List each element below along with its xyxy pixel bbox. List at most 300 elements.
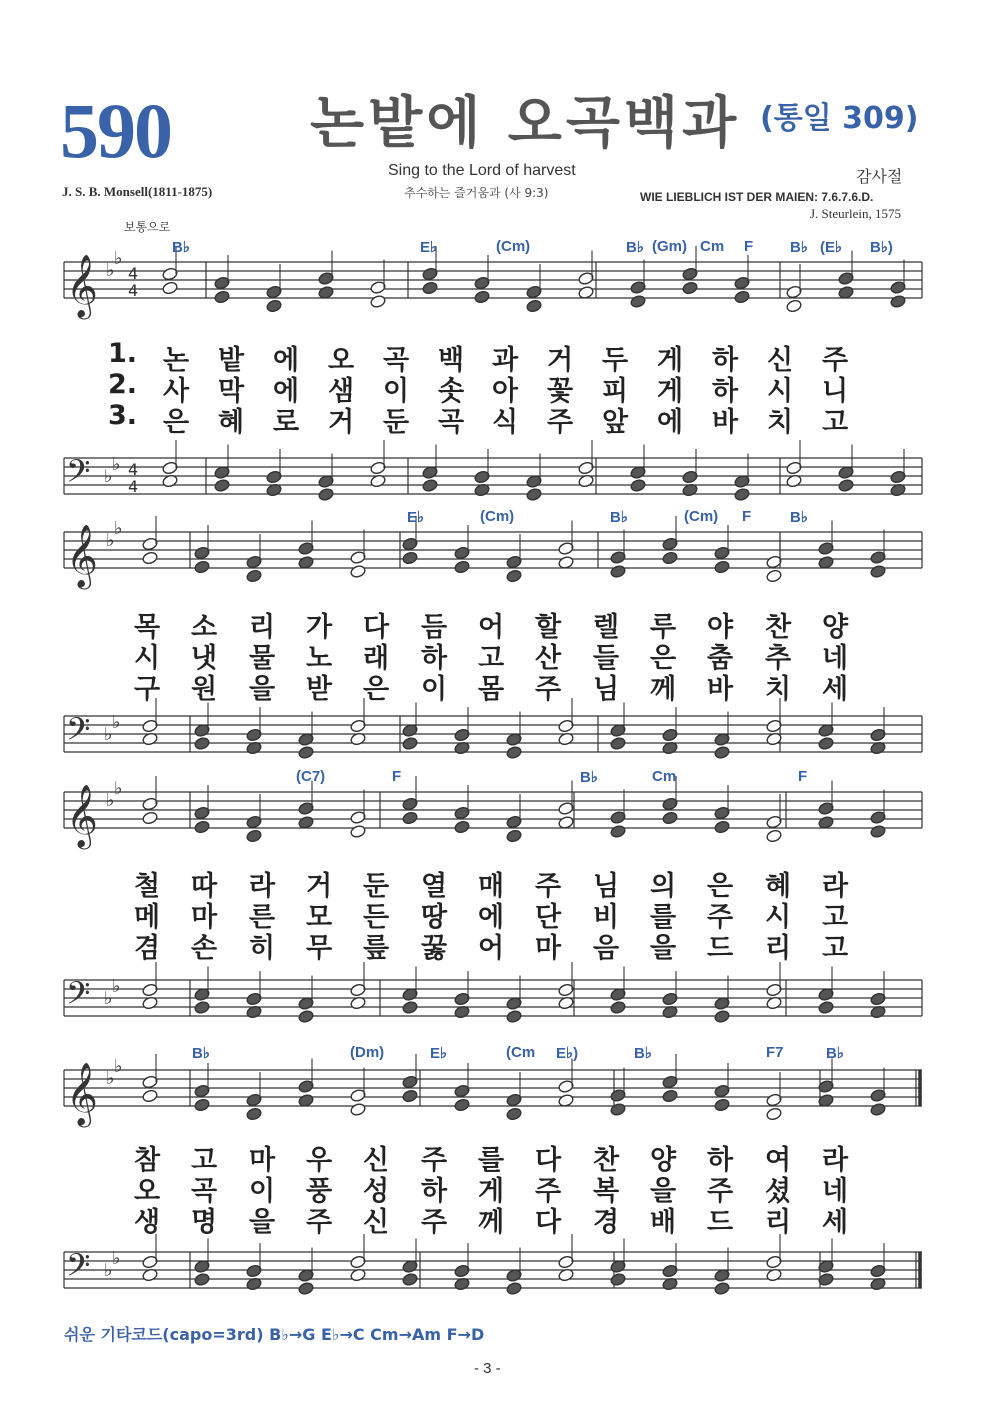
lyric-syllable: 매 <box>478 871 505 902</box>
chord-symbol: F7 <box>766 1044 784 1061</box>
note-head <box>506 829 523 843</box>
lyric-syllable: 거 <box>328 407 355 438</box>
lyric-syllable: 게 <box>657 376 684 407</box>
note-head <box>714 820 731 834</box>
chord-symbol: (E♭ <box>820 239 843 256</box>
hymn-number: 590 <box>60 87 171 174</box>
lyric-syllable: 찬 <box>593 1145 620 1176</box>
tongil-number: (통일 309) <box>760 101 919 136</box>
lyric-syllable: 라 <box>822 1145 849 1176</box>
lyric-syllable: 배 <box>650 1207 677 1238</box>
bass-clef: 𝄢 <box>66 453 91 497</box>
lyric-syllable: 릎 <box>363 933 390 964</box>
lyric-syllable: 다 <box>535 1145 562 1176</box>
note-head <box>786 299 803 313</box>
lyric-syllable: 목 <box>134 612 161 643</box>
lyric-syllable: 소 <box>191 612 218 643</box>
flat-sign: ♭ <box>112 454 121 475</box>
note-head <box>714 1009 731 1023</box>
note-head <box>890 294 907 308</box>
bass-clef: 𝄢 <box>66 1247 91 1291</box>
note-head <box>714 1098 731 1112</box>
flat-sign: ♭ <box>106 1068 115 1089</box>
treble-clef: 𝄞 <box>66 524 98 587</box>
lyric-syllable: 사 <box>163 376 190 407</box>
lyric-syllable: 1. <box>108 338 138 369</box>
note-head <box>318 487 335 501</box>
lyric-syllable: 하 <box>421 643 448 674</box>
lyric-syllable: 과 <box>492 345 519 376</box>
lyric-syllable: 바 <box>707 674 734 705</box>
lyric-syllable: 주 <box>822 345 849 376</box>
note-head <box>610 564 627 578</box>
note-head <box>454 1098 471 1112</box>
lyric-syllable: 고 <box>191 1145 218 1176</box>
lyric-syllable: 백 <box>438 345 465 376</box>
lyric-syllable: 에 <box>478 902 505 933</box>
note-head <box>402 1089 419 1103</box>
lyric-syllable: 로 <box>273 407 300 438</box>
lyric-syllable: 을 <box>249 1207 276 1238</box>
lyric-syllable: 께 <box>478 1207 505 1238</box>
chord-symbol: Cm <box>652 768 677 785</box>
chord-symbol: E♭) <box>556 1045 579 1062</box>
lyric-syllable: 세 <box>822 1207 849 1238</box>
lyric-syllable: 루 <box>650 612 677 643</box>
flat-sign: ♭ <box>112 1248 121 1269</box>
lyric-syllable: 혜 <box>218 407 245 438</box>
lyric-syllable: 은 <box>163 407 190 438</box>
note-head <box>370 294 387 308</box>
note-head <box>714 560 731 574</box>
bass-clef: 𝄢 <box>66 711 91 755</box>
lyric-syllable: 몸 <box>478 674 505 705</box>
lyric-syllable: 게 <box>478 1176 505 1207</box>
lyric-syllable: 주 <box>421 1207 448 1238</box>
lyric-syllable: 주 <box>535 674 562 705</box>
lyric-syllable: 샘 <box>328 376 355 407</box>
note-head <box>610 1102 627 1116</box>
chord-symbol: (Gm) <box>652 238 687 255</box>
lyric-syllable: 세 <box>822 674 849 705</box>
lyric-syllable: 리 <box>765 933 792 964</box>
lyric-syllable: 하 <box>707 1145 734 1176</box>
lyric-syllable: 밭 <box>218 345 245 376</box>
lyric-syllable: 모 <box>306 902 333 933</box>
lyric-syllable: 고 <box>822 407 849 438</box>
lyric-syllable: 드 <box>707 1207 734 1238</box>
note-head <box>142 811 159 825</box>
chord-symbol: F <box>744 238 754 255</box>
chord-symbol: (Cm) <box>684 508 719 525</box>
lyric-syllable: 양 <box>650 1145 677 1176</box>
lyric-syllable: 주 <box>535 871 562 902</box>
chord-symbol: B♭ <box>826 1045 844 1062</box>
lyric-syllable: 마 <box>535 933 562 964</box>
lyric-syllable: 하 <box>421 1176 448 1207</box>
lyric-syllable: 치 <box>765 674 792 705</box>
note-head <box>526 487 543 501</box>
chord-symbol: F <box>742 508 752 525</box>
lyric-syllable: 주 <box>421 1145 448 1176</box>
chord-symbol: B♭ <box>626 239 644 256</box>
lyric-syllable: 어 <box>478 933 505 964</box>
note-head <box>682 281 699 295</box>
lyric-syllable: 식 <box>492 407 519 438</box>
lyric-syllable: 춤 <box>707 643 734 674</box>
lyric-syllable: 네 <box>822 643 849 674</box>
note-head <box>194 1098 211 1112</box>
time-signature: 4 <box>128 477 139 496</box>
note-head <box>506 1281 523 1295</box>
note-head <box>818 1000 835 1014</box>
flat-sign: ♭ <box>114 778 123 799</box>
lyric-syllable: 참 <box>134 1145 161 1176</box>
lyric-syllable: 구 <box>134 674 161 705</box>
note-head <box>194 1000 211 1014</box>
lyric-syllable: 신 <box>767 345 794 376</box>
lyric-syllable: 라 <box>822 871 849 902</box>
lyric-syllable: 께 <box>650 674 677 705</box>
lyric-syllable: 찬 <box>765 612 792 643</box>
lyric-syllable: 오 <box>328 345 355 376</box>
lyricist: J. S. B. Monsell(1811-1875) <box>62 184 213 199</box>
category-label: 감사절 <box>856 167 903 186</box>
lyric-syllable: 3. <box>108 400 138 431</box>
note-head <box>818 736 835 750</box>
note-head <box>266 299 283 313</box>
lyric-syllable: 라 <box>249 871 276 902</box>
lyric-syllable: 아 <box>492 376 519 407</box>
lyric-syllable: 드 <box>707 933 734 964</box>
note-head <box>870 824 887 838</box>
note-head <box>298 745 315 759</box>
note-head <box>734 487 751 501</box>
chord-symbol: (Cm) <box>496 238 531 255</box>
flat-sign: ♭ <box>112 712 121 733</box>
lyric-syllable: 피 <box>602 376 629 407</box>
lyric-syllable: 들 <box>593 643 620 674</box>
lyric-syllable: 리 <box>765 1207 792 1238</box>
lyric-syllable: 이 <box>383 376 410 407</box>
note-head <box>246 569 263 583</box>
lyric-syllable: 른 <box>249 902 276 933</box>
note-head <box>194 560 211 574</box>
lyric-syllable: 노 <box>306 643 333 674</box>
lyric-syllable: 시 <box>765 902 792 933</box>
flat-sign: ♭ <box>114 518 123 539</box>
lyric-syllable: 둔 <box>383 407 410 438</box>
note-head <box>662 551 679 565</box>
flat-sign: ♭ <box>112 976 121 997</box>
lyric-syllable: 이 <box>421 674 448 705</box>
lyric-syllable: 받 <box>306 674 333 705</box>
lyric-syllable: 바 <box>712 407 739 438</box>
lyric-syllable: 성 <box>363 1176 390 1207</box>
lyric-syllable: 고 <box>478 643 505 674</box>
chord-symbol: B♭ <box>790 509 808 526</box>
lyric-syllable: 생 <box>134 1207 161 1238</box>
lyric-syllable: 하 <box>712 345 739 376</box>
lyric-syllable: 땅 <box>421 902 448 933</box>
english-subtitle: Sing to the Lord of harvest <box>388 162 576 179</box>
treble-clef: 𝄞 <box>66 784 98 847</box>
note-head <box>142 1089 159 1103</box>
note-head <box>766 829 783 843</box>
lyric-syllable: 님 <box>593 674 620 705</box>
flat-sign: ♭ <box>104 988 113 1009</box>
lyric-syllable: 은 <box>650 643 677 674</box>
lyric-syllable: 야 <box>707 612 734 643</box>
lyric-syllable: 열 <box>421 871 448 902</box>
lyric-syllable: 를 <box>650 902 677 933</box>
lyric-syllable: 렐 <box>593 612 620 643</box>
note-head <box>162 281 179 295</box>
note-head <box>350 564 367 578</box>
note-head <box>402 1272 419 1286</box>
lyric-syllable: 고 <box>822 902 849 933</box>
lyric-syllable: 여 <box>765 1145 792 1176</box>
lyric-syllable: 주 <box>707 1176 734 1207</box>
note-head <box>630 294 647 308</box>
lyric-syllable: 양 <box>822 612 849 643</box>
chord-symbol: (Dm) <box>350 1044 385 1061</box>
note-head <box>194 736 211 750</box>
chord-symbol: B♭) <box>870 239 893 256</box>
note-head <box>422 281 439 295</box>
lyric-syllable: 게 <box>657 345 684 376</box>
chord-symbol: E♭ <box>407 509 425 526</box>
lyric-syllable: 주 <box>707 902 734 933</box>
flat-sign: ♭ <box>104 724 113 745</box>
lyric-syllable: 따 <box>191 871 218 902</box>
note-head <box>454 560 471 574</box>
chord-symbol: E♭ <box>420 239 438 256</box>
note-head <box>870 564 887 578</box>
lyric-syllable: 네 <box>822 1176 849 1207</box>
lyric-syllable: 어 <box>478 612 505 643</box>
lyric-syllable: 리 <box>249 612 276 643</box>
note-head <box>610 1000 627 1014</box>
lyric-syllable: 겸 <box>134 933 161 964</box>
lyric-syllable: 산 <box>535 643 562 674</box>
lyric-syllable: 오 <box>134 1176 161 1207</box>
chord-symbol: B♭ <box>580 769 598 786</box>
scripture-reference: 추수하는 즐거움과 (사 9:3) <box>404 186 549 200</box>
lyric-syllable: 에 <box>273 345 300 376</box>
note-head <box>350 824 367 838</box>
note-head <box>350 1102 367 1116</box>
lyric-syllable: 꿇 <box>421 933 448 964</box>
lyric-syllable: 복 <box>593 1176 620 1207</box>
time-signature: 4 <box>128 281 139 300</box>
lyric-syllable: 단 <box>535 902 562 933</box>
lyric-syllable: 철 <box>134 871 161 902</box>
lyric-syllable: 곡 <box>383 345 410 376</box>
lyric-syllable: 곡 <box>191 1176 218 1207</box>
note-head <box>506 569 523 583</box>
lyric-syllable: 의 <box>650 871 677 902</box>
lyric-syllable: 둔 <box>363 871 390 902</box>
chord-symbol: B♭ <box>790 239 808 256</box>
lyric-syllable: 은 <box>363 674 390 705</box>
lyric-syllable: 마 <box>191 902 218 933</box>
lyric-syllable: 히 <box>249 933 276 964</box>
chord-symbol: (Cm) <box>480 508 515 525</box>
lyric-syllable: 거 <box>306 871 333 902</box>
note-head <box>402 811 419 825</box>
lyric-syllable: 을 <box>249 674 276 705</box>
note-head <box>194 820 211 834</box>
note-head <box>766 569 783 583</box>
note-head <box>402 551 419 565</box>
lyric-syllable: 다 <box>363 612 390 643</box>
lyric-syllable: 고 <box>822 933 849 964</box>
note-head <box>506 1009 523 1023</box>
chord-symbol: (C7) <box>296 768 326 785</box>
lyric-syllable: 비 <box>593 902 620 933</box>
chord-symbol: B♭ <box>610 509 628 526</box>
lyric-syllable: 추 <box>765 643 792 674</box>
note-head <box>662 811 679 825</box>
composer: J. Steurlein, 1575 <box>810 206 901 221</box>
lyric-syllable: 다 <box>535 1207 562 1238</box>
lyric-syllable: 치 <box>767 407 794 438</box>
lyric-syllable: 원 <box>191 674 218 705</box>
lyric-syllable: 을 <box>650 933 677 964</box>
lyric-syllable: 이 <box>249 1176 276 1207</box>
guitar-chord-guide: 쉬운 기타코드(capo=3rd) B♭→G E♭→C Cm→Am F→D <box>64 1325 485 1344</box>
note-head <box>630 478 647 492</box>
note-head <box>870 1102 887 1116</box>
page-number: - 3 - <box>474 1360 501 1377</box>
lyric-syllable: 니 <box>822 376 849 407</box>
lyric-syllable: 하 <box>712 376 739 407</box>
lyric-syllable: 셨 <box>765 1176 792 1207</box>
lyric-syllable: 풍 <box>306 1176 333 1207</box>
note-head <box>214 290 231 304</box>
note-head <box>610 824 627 838</box>
lyric-syllable: 음 <box>593 933 620 964</box>
lyric-syllable: 막 <box>218 376 245 407</box>
lyric-syllable: 주 <box>535 1176 562 1207</box>
lyric-syllable: 든 <box>363 902 390 933</box>
note-head <box>214 478 231 492</box>
lyric-syllable: 곡 <box>438 407 465 438</box>
chord-symbol: B♭ <box>634 1045 652 1062</box>
lyric-syllable: 거 <box>547 345 574 376</box>
note-head <box>246 1107 263 1121</box>
lyric-syllable: 에 <box>657 407 684 438</box>
chord-symbol: Cm <box>700 238 725 255</box>
note-head <box>526 299 543 313</box>
note-head <box>142 551 159 565</box>
lyric-syllable: 를 <box>478 1145 505 1176</box>
flat-sign: ♭ <box>104 1260 113 1281</box>
lyric-syllable: 메 <box>134 902 161 933</box>
treble-clef: 𝄞 <box>66 254 98 317</box>
lyric-syllable: 주 <box>306 1207 333 1238</box>
lyric-syllable: 우 <box>306 1145 333 1176</box>
chord-symbol: B♭ <box>192 1045 210 1062</box>
note-head <box>838 478 855 492</box>
flat-sign: ♭ <box>114 248 123 269</box>
note-head <box>714 745 731 759</box>
lyric-syllable: 신 <box>363 1207 390 1238</box>
note-head <box>454 820 471 834</box>
lyric-syllable: 꽃 <box>547 376 574 407</box>
lyric-syllable: 시 <box>134 643 161 674</box>
note-head <box>246 829 263 843</box>
note-head <box>474 290 491 304</box>
lyric-syllable: 에 <box>273 376 300 407</box>
lyric-syllable: 주 <box>547 407 574 438</box>
flat-sign: ♭ <box>106 260 115 281</box>
lyric-syllable: 솟 <box>438 376 465 407</box>
lyric-syllable: 가 <box>306 612 333 643</box>
lyric-syllable: 마 <box>249 1145 276 1176</box>
flat-sign: ♭ <box>106 790 115 811</box>
lyric-syllable: 경 <box>593 1207 620 1238</box>
time-signature: 4 <box>128 460 139 479</box>
flat-sign: ♭ <box>106 530 115 551</box>
note-head <box>422 478 439 492</box>
flat-sign: ♭ <box>114 1056 123 1077</box>
lyric-syllable: 명 <box>191 1207 218 1238</box>
note-head <box>402 736 419 750</box>
lyric-syllable: 논 <box>163 345 190 376</box>
note-head <box>506 745 523 759</box>
bass-clef: 𝄢 <box>66 975 91 1019</box>
chord-symbol: B♭ <box>172 239 190 256</box>
lyric-syllable: 냇 <box>191 643 218 674</box>
flat-sign: ♭ <box>104 466 113 487</box>
lyric-syllable: 2. <box>108 369 138 400</box>
chord-symbol: (Cm <box>506 1044 536 1061</box>
tempo-marking: 보통으로 <box>124 220 171 234</box>
note-head <box>610 736 627 750</box>
note-head <box>298 1009 315 1023</box>
note-head <box>506 1107 523 1121</box>
lyric-syllable: 두 <box>602 345 629 376</box>
lyric-syllable: 을 <box>650 1176 677 1207</box>
lyric-syllable: 무 <box>306 933 333 964</box>
note-head <box>734 290 751 304</box>
hymn-title: 논밭에 오곡백과 <box>310 91 741 156</box>
note-head <box>194 1272 211 1286</box>
lyric-syllable: 할 <box>535 612 562 643</box>
lyric-syllable: 시 <box>767 376 794 407</box>
chord-symbol: F <box>392 768 402 785</box>
note-head <box>402 1000 419 1014</box>
note-head <box>662 1089 679 1103</box>
lyric-syllable: 손 <box>191 933 218 964</box>
note-head <box>298 1281 315 1295</box>
lyric-syllable: 신 <box>363 1145 390 1176</box>
note-head <box>714 1281 731 1295</box>
lyric-syllable: 래 <box>363 643 390 674</box>
tune-name: WIE LIEBLICH IST DER MAIEN: 7.6.7.6.D. <box>640 190 874 204</box>
lyric-syllable: 은 <box>707 871 734 902</box>
lyric-syllable: 물 <box>249 643 276 674</box>
lyric-syllable: 님 <box>593 871 620 902</box>
treble-clef: 𝄞 <box>66 1062 98 1125</box>
lyric-syllable: 혜 <box>765 871 792 902</box>
time-signature: 4 <box>128 264 139 283</box>
chord-symbol: F <box>798 768 808 785</box>
note-head <box>610 1272 627 1286</box>
lyric-syllable: 듬 <box>421 612 448 643</box>
